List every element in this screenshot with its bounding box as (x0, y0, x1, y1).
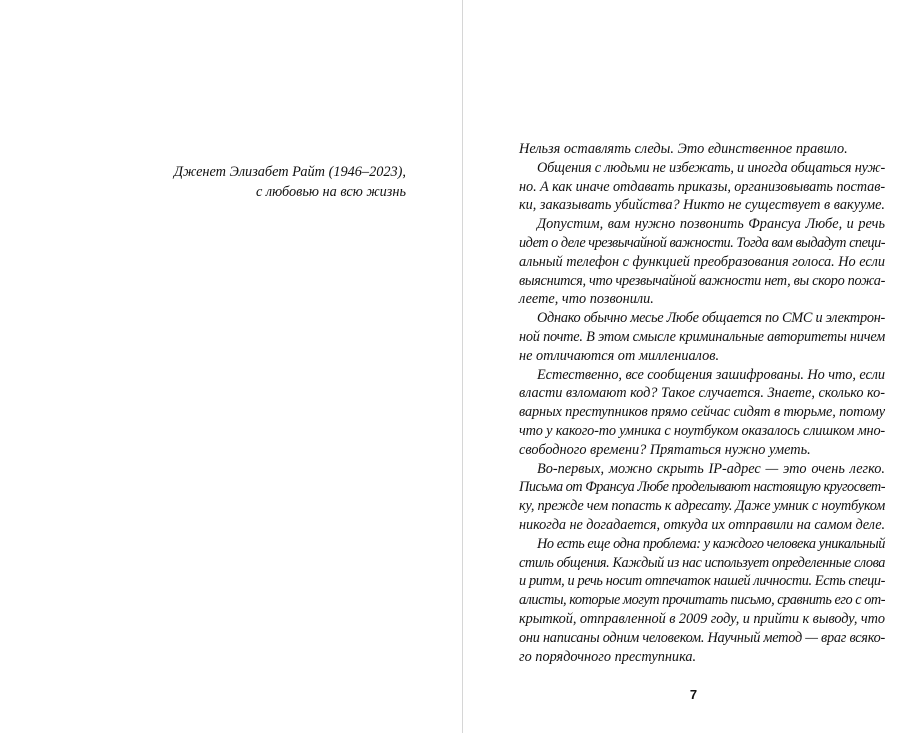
text-line: ку, прежде чем попасть к адресату. Даже умник с ноутбуком (519, 498, 885, 515)
text-line: Допустим, вам нужно позвонить Франсуа Любе, и речь (537, 216, 885, 233)
text-line: варных преступников прямо сейчас сидят в тюрьме, потому (519, 404, 885, 421)
text-line: выяснится, что чрезвычайной важности нет, вы скоро пожа- (519, 272, 885, 289)
dedication-line-1: Дженет Элизабет Райт (1946–2023), (173, 164, 406, 180)
text-line: идет о деле чрезвычайной важности. Тогда вам выдадут специ- (519, 234, 885, 251)
text-line: стиль общения. Каждый из нас использует определенные слова (519, 554, 885, 571)
text-line: крыткой, отправленной в 2009 году, и прийти к выводу, что (519, 610, 885, 627)
text-line: они написаны одним человеком. Научный метод — враг всяко- (519, 629, 885, 646)
text-line: Нельзя оставлять следы. Это единственное правило. (519, 141, 848, 157)
text-line: и ритм, и речь носит отпечаток нашей личности. Есть специ- (519, 573, 885, 590)
dedication-line-2: с любовью на всю жизнь (255, 184, 406, 200)
text-line: власти взломают код? Такое случается. Знаете, сколько ко- (519, 385, 885, 402)
text-line: не отличаются от миллениалов. (519, 347, 720, 364)
text-line: Общения с людьми не избежать, и иногда общаться нуж- (537, 159, 885, 176)
right-page (463, 0, 924, 733)
text-line: ной почте. В этом смысле криминальные авторитеты ничем (519, 328, 885, 345)
text-line: леете, что позвонили. (519, 291, 654, 308)
text-line: ки, заказывать убийства? Никто не существует в вакууме. (519, 197, 885, 214)
text-line: го порядочного преступника. (519, 648, 697, 665)
text-line: алисты, которые могут прочитать письмо, сравнить его с от- (519, 592, 885, 609)
text-line: что у какого-то умника с ноутбуком оказалось слишком мно- (519, 422, 885, 439)
page-number: 7 (689, 687, 698, 702)
text-line: свободного времени? Прятаться нужно уметь. (519, 441, 811, 458)
body-text (519, 140, 885, 666)
text-line: альный телефон с функцией преобразования голоса. Но если (519, 253, 885, 270)
text-line: Однако обычно месье Любе общается по СМС и электрон- (537, 310, 885, 327)
dedication (174, 162, 406, 202)
text-line: Во-первых, можно скрыть IP-адрес — это очень легко. (537, 460, 885, 477)
text-line: Письма от Франсуа Любе проделывают настоящую кругосвет- (519, 479, 885, 496)
text-line: Естественно, все сообщения зашифрованы. Но что, если (537, 366, 885, 383)
text-line: никогда не догадается, откуда их отправили на самом деле. (519, 516, 885, 533)
text-line: Но есть еще одна проблема: у каждого человека уникальный (537, 535, 885, 552)
text-line: но. А как иначе отдавать приказы, организовывать постав- (519, 178, 885, 195)
